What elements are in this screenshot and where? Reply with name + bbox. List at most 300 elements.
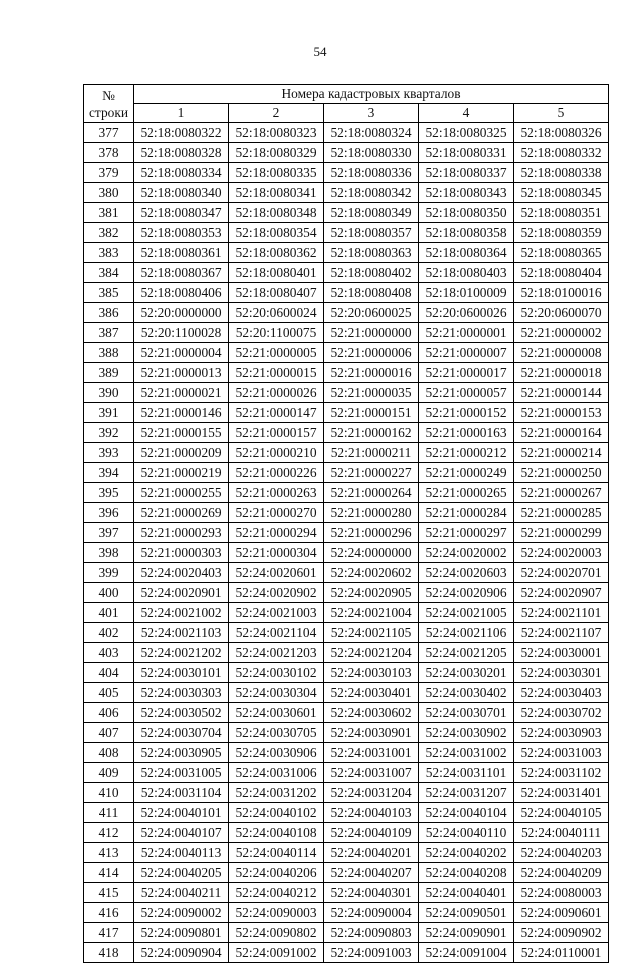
- cadastral-number-cell: 52:24:0040202: [419, 843, 514, 863]
- cadastral-number-cell: 52:20:1100075: [229, 323, 324, 343]
- cadastral-number-cell: 52:18:0080407: [229, 283, 324, 303]
- cadastral-number-cell: 52:18:0080404: [514, 263, 609, 283]
- cadastral-number-cell: 52:24:0031003: [514, 743, 609, 763]
- cadastral-number-cell: 52:21:0000264: [324, 483, 419, 503]
- cadastral-number-cell: 52:21:0000303: [134, 543, 229, 563]
- cadastral-number-cell: 52:24:0090501: [419, 903, 514, 923]
- cadastral-number-cell: 52:24:0021203: [229, 643, 324, 663]
- row-number: 401: [84, 603, 134, 623]
- table-row: [84, 363, 609, 383]
- table-row: [84, 643, 609, 663]
- row-number: 397: [84, 523, 134, 543]
- cadastral-number-cell: 52:24:0040105: [514, 803, 609, 823]
- cadastral-number-cell: 52:21:0000147: [229, 403, 324, 423]
- table-row: [84, 703, 609, 723]
- cadastral-number-cell: 52:18:0080349: [324, 203, 419, 223]
- table-row: [84, 483, 609, 503]
- cadastral-number-cell: 52:21:0000293: [134, 523, 229, 543]
- table-row: [84, 303, 609, 323]
- cadastral-number-cell: 52:24:0090904: [134, 943, 229, 963]
- cadastral-number-cell: 52:21:0000210: [229, 443, 324, 463]
- cadastral-number-cell: 52:24:0030704: [134, 723, 229, 743]
- row-number: 387: [84, 323, 134, 343]
- table-row: [84, 143, 609, 163]
- cadastral-number-cell: 52:18:0080351: [514, 203, 609, 223]
- cadastral-number-cell: 52:24:0090003: [229, 903, 324, 923]
- cadastral-number-cell: 52:24:0031102: [514, 763, 609, 783]
- cadastral-number-cell: 52:18:0100009: [419, 283, 514, 303]
- cadastral-number-cell: 52:24:0020003: [514, 543, 609, 563]
- row-number: 408: [84, 743, 134, 763]
- cadastral-number-cell: 52:21:0000226: [229, 463, 324, 483]
- cadastral-number-cell: 52:21:0000263: [229, 483, 324, 503]
- row-number: 380: [84, 183, 134, 203]
- cadastral-number-cell: 52:21:0000152: [419, 403, 514, 423]
- cadastral-number-cell: 52:20:0600026: [419, 303, 514, 323]
- cadastral-number-cell: 52:24:0040101: [134, 803, 229, 823]
- cadastral-number-cell: 52:24:0021005: [419, 603, 514, 623]
- cadastral-number-cell: 52:21:0000017: [419, 363, 514, 383]
- table-row: [84, 523, 609, 543]
- table-row: [84, 463, 609, 483]
- cadastral-number-cell: 52:21:0000297: [419, 523, 514, 543]
- row-number-header-line2: строки: [88, 104, 129, 120]
- cadastral-number-cell: 52:18:0080329: [229, 143, 324, 163]
- cadastral-number-cell: 52:21:0000001: [419, 323, 514, 343]
- cadastral-number-cell: 52:24:0030304: [229, 683, 324, 703]
- cadastral-number-cell: 52:18:0080341: [229, 183, 324, 203]
- cadastral-number-cell: 52:18:0080354: [229, 223, 324, 243]
- cadastral-number-cell: 52:24:0030906: [229, 743, 324, 763]
- cadastral-number-cell: 52:24:0020902: [229, 583, 324, 603]
- cadastral-number-cell: 52:24:0040301: [324, 883, 419, 903]
- table-row: [84, 723, 609, 743]
- cadastral-number-cell: 52:24:0040113: [134, 843, 229, 863]
- table-row: [84, 763, 609, 783]
- table-row: [84, 403, 609, 423]
- row-number: 382: [84, 223, 134, 243]
- cadastral-number-cell: 52:24:0021103: [134, 623, 229, 643]
- cadastral-number-cell: 52:24:0021107: [514, 623, 609, 643]
- row-number: 411: [84, 803, 134, 823]
- row-number: 405: [84, 683, 134, 703]
- cadastral-number-cell: 52:24:0040109: [324, 823, 419, 843]
- row-number: 412: [84, 823, 134, 843]
- row-number-header-line1: №: [102, 87, 115, 103]
- table-row: [84, 663, 609, 683]
- table-row: [84, 863, 609, 883]
- row-number: 379: [84, 163, 134, 183]
- cadastral-number-cell: 52:24:0091002: [229, 943, 324, 963]
- cadastral-number-cell: 52:18:0080363: [324, 243, 419, 263]
- cadastral-number-cell: 52:24:0021204: [324, 643, 419, 663]
- row-number: 399: [84, 563, 134, 583]
- cadastral-number-cell: 52:21:0000280: [324, 503, 419, 523]
- cadastral-number-cell: 52:24:0040205: [134, 863, 229, 883]
- cadastral-number-cell: 52:24:0031204: [324, 783, 419, 803]
- cadastral-number-cell: 52:18:0080343: [419, 183, 514, 203]
- row-number: 410: [84, 783, 134, 803]
- table-row: [84, 843, 609, 863]
- cadastral-number-cell: 52:21:0000299: [514, 523, 609, 543]
- cadastral-number-cell: 52:24:0040203: [514, 843, 609, 863]
- cadastral-number-cell: 52:18:0080403: [419, 263, 514, 283]
- table-row: [84, 263, 609, 283]
- cadastral-number-cell: 52:21:0000219: [134, 463, 229, 483]
- row-number: 393: [84, 443, 134, 463]
- cadastral-number-cell: 52:18:0080338: [514, 163, 609, 183]
- cadastral-number-cell: 52:24:0030705: [229, 723, 324, 743]
- cadastral-number-cell: 52:21:0000008: [514, 343, 609, 363]
- table-row: [84, 683, 609, 703]
- cadastral-number-cell: 52:24:0020002: [419, 543, 514, 563]
- cadastral-number-cell: 52:18:0080358: [419, 223, 514, 243]
- cadastral-number-cell: 52:18:0080326: [514, 123, 609, 143]
- cadastral-number-cell: 52:18:0080334: [134, 163, 229, 183]
- cadastral-number-cell: 52:24:0031006: [229, 763, 324, 783]
- cadastral-number-cell: 52:20:0600025: [324, 303, 419, 323]
- cadastral-number-cell: 52:24:0000000: [324, 543, 419, 563]
- cadastral-number-cell: 52:24:0030701: [419, 703, 514, 723]
- row-number: 388: [84, 343, 134, 363]
- row-number: 390: [84, 383, 134, 403]
- cadastral-number-cell: 52:18:0080362: [229, 243, 324, 263]
- cadastral-number-cell: 52:24:0040110: [419, 823, 514, 843]
- cadastral-number-cell: 52:21:0000211: [324, 443, 419, 463]
- page-number: 54: [313, 44, 327, 59]
- cadastral-number-cell: 52:21:0000155: [134, 423, 229, 443]
- cadastral-number-cell: 52:24:0031101: [419, 763, 514, 783]
- cadastral-number-cell: 52:24:0021104: [229, 623, 324, 643]
- cadastral-number-cell: 52:18:0080331: [419, 143, 514, 163]
- cadastral-number-cell: 52:18:0080325: [419, 123, 514, 143]
- cadastral-number-cell: 52:21:0000255: [134, 483, 229, 503]
- cadastral-number-cell: 52:24:0040102: [229, 803, 324, 823]
- cadastral-number-cell: 52:21:0000000: [324, 323, 419, 343]
- cadastral-number-cell: 52:24:0020603: [419, 563, 514, 583]
- row-number-header: [84, 85, 134, 123]
- cadastral-number-cell: 52:24:0031401: [514, 783, 609, 803]
- cadastral-number-cell: 52:24:0040212: [229, 883, 324, 903]
- column-number: 1: [134, 104, 229, 123]
- table-row: [84, 283, 609, 303]
- cadastral-number-cell: 52:21:0000013: [134, 363, 229, 383]
- cadastral-number-cell: 52:18:0100016: [514, 283, 609, 303]
- row-number: 398: [84, 543, 134, 563]
- row-number: 402: [84, 623, 134, 643]
- cadastral-number-cell: 52:24:0030901: [324, 723, 419, 743]
- cadastral-number-cell: 52:21:0000006: [324, 343, 419, 363]
- cadastral-number-cell: 52:18:0080367: [134, 263, 229, 283]
- cadastral-number-cell: 52:24:0110001: [514, 943, 609, 963]
- table-row: [84, 243, 609, 263]
- cadastral-number-cell: 52:21:0000151: [324, 403, 419, 423]
- row-number: 391: [84, 403, 134, 423]
- row-number: 403: [84, 643, 134, 663]
- table-row: [84, 943, 609, 963]
- row-number: 400: [84, 583, 134, 603]
- cadastral-number-cell: 52:24:0021202: [134, 643, 229, 663]
- table-row: [84, 223, 609, 243]
- cadastral-number-cell: 52:21:0000265: [419, 483, 514, 503]
- cadastral-numbers-header: Номера кадастровых кварталов: [134, 85, 609, 104]
- cadastral-number-cell: 52:18:0080406: [134, 283, 229, 303]
- cadastral-number-cell: 52:18:0080408: [324, 283, 419, 303]
- column-numbers-row: [84, 104, 609, 123]
- cadastral-number-cell: 52:24:0091003: [324, 943, 419, 963]
- cadastral-number-cell: 52:20:1100028: [134, 323, 229, 343]
- cadastral-number-cell: 52:21:0000002: [514, 323, 609, 343]
- cadastral-number-cell: 52:24:0090901: [419, 923, 514, 943]
- cadastral-number-cell: 52:18:0080350: [419, 203, 514, 223]
- cadastral-number-cell: 52:21:0000021: [134, 383, 229, 403]
- cadastral-number-cell: 52:21:0000163: [419, 423, 514, 443]
- table-body: [84, 123, 609, 963]
- table-row: [84, 383, 609, 403]
- cadastral-number-cell: 52:24:0040114: [229, 843, 324, 863]
- cadastral-number-cell: 52:24:0021205: [419, 643, 514, 663]
- row-number: 377: [84, 123, 134, 143]
- cadastral-number-cell: 52:24:0021004: [324, 603, 419, 623]
- row-number: 386: [84, 303, 134, 323]
- row-number: 389: [84, 363, 134, 383]
- column-number: 3: [324, 104, 419, 123]
- cadastral-number-cell: 52:21:0000269: [134, 503, 229, 523]
- cadastral-number-cell: 52:21:0000015: [229, 363, 324, 383]
- cadastral-number-cell: 52:24:0090004: [324, 903, 419, 923]
- cadastral-number-cell: 52:21:0000209: [134, 443, 229, 463]
- cadastral-number-cell: 52:21:0000157: [229, 423, 324, 443]
- row-number: 392: [84, 423, 134, 443]
- row-number: 394: [84, 463, 134, 483]
- cadastral-number-cell: 52:24:0030601: [229, 703, 324, 723]
- cadastral-number-cell: 52:18:0080359: [514, 223, 609, 243]
- table-row: [84, 823, 609, 843]
- table-row: [84, 803, 609, 823]
- cadastral-number-cell: 52:18:0080328: [134, 143, 229, 163]
- cadastral-number-cell: 52:18:0080336: [324, 163, 419, 183]
- cadastral-number-cell: 52:24:0030201: [419, 663, 514, 683]
- row-number: 413: [84, 843, 134, 863]
- cadastral-number-cell: 52:21:0000026: [229, 383, 324, 403]
- row-number: 407: [84, 723, 134, 743]
- cadastral-number-cell: 52:18:0080342: [324, 183, 419, 203]
- cadastral-number-cell: 52:18:0080324: [324, 123, 419, 143]
- cadastral-number-cell: 52:24:0030103: [324, 663, 419, 683]
- column-number: 5: [514, 104, 609, 123]
- cadastral-number-cell: 52:18:0080365: [514, 243, 609, 263]
- cadastral-quarters-table: [83, 84, 609, 963]
- cadastral-number-cell: 52:24:0040201: [324, 843, 419, 863]
- cadastral-number-cell: 52:24:0030401: [324, 683, 419, 703]
- cadastral-number-cell: 52:18:0080348: [229, 203, 324, 223]
- cadastral-number-cell: 52:18:0080345: [514, 183, 609, 203]
- row-number: 416: [84, 903, 134, 923]
- cadastral-number-cell: 52:24:0040208: [419, 863, 514, 883]
- cadastral-number-cell: 52:24:0030702: [514, 703, 609, 723]
- cadastral-number-cell: 52:24:0031007: [324, 763, 419, 783]
- cadastral-number-cell: 52:24:0020403: [134, 563, 229, 583]
- cadastral-number-cell: 52:24:0021105: [324, 623, 419, 643]
- table-row: [84, 783, 609, 803]
- cadastral-number-cell: 52:24:0040209: [514, 863, 609, 883]
- cadastral-number-cell: 52:21:0000016: [324, 363, 419, 383]
- cadastral-number-cell: 52:24:0030902: [419, 723, 514, 743]
- cadastral-number-cell: 52:24:0020701: [514, 563, 609, 583]
- cadastral-number-cell: 52:24:0020907: [514, 583, 609, 603]
- cadastral-number-cell: 52:21:0000285: [514, 503, 609, 523]
- table-row: [84, 583, 609, 603]
- cadastral-number-cell: 52:21:0000212: [419, 443, 514, 463]
- cadastral-number-cell: 52:24:0030102: [229, 663, 324, 683]
- row-number: 418: [84, 943, 134, 963]
- table-header-row: [84, 85, 609, 104]
- cadastral-number-cell: 52:21:0000284: [419, 503, 514, 523]
- cadastral-number-cell: 52:24:0031202: [229, 783, 324, 803]
- row-number: 414: [84, 863, 134, 883]
- cadastral-number-cell: 52:20:0600070: [514, 303, 609, 323]
- cadastral-number-cell: 52:24:0090801: [134, 923, 229, 943]
- cadastral-number-cell: 52:18:0080330: [324, 143, 419, 163]
- cadastral-number-cell: 52:24:0040211: [134, 883, 229, 903]
- cadastral-number-cell: 52:24:0030403: [514, 683, 609, 703]
- cadastral-number-cell: 52:24:0030402: [419, 683, 514, 703]
- table-row: [84, 923, 609, 943]
- cadastral-number-cell: 52:21:0000304: [229, 543, 324, 563]
- cadastral-number-cell: 52:24:0090803: [324, 923, 419, 943]
- cadastral-number-cell: 52:18:0080401: [229, 263, 324, 283]
- table-row: [84, 503, 609, 523]
- cadastral-number-cell: 52:24:0021106: [419, 623, 514, 643]
- cadastral-number-cell: 52:18:0080353: [134, 223, 229, 243]
- cadastral-number-cell: 52:24:0030905: [134, 743, 229, 763]
- cadastral-number-cell: 52:24:0020905: [324, 583, 419, 603]
- cadastral-number-cell: 52:18:0080337: [419, 163, 514, 183]
- cadastral-number-cell: 52:24:0040107: [134, 823, 229, 843]
- cadastral-number-cell: 52:21:0000146: [134, 403, 229, 423]
- cadastral-number-cell: 52:21:0000018: [514, 363, 609, 383]
- cadastral-number-cell: 52:21:0000249: [419, 463, 514, 483]
- cadastral-number-cell: 52:21:0000153: [514, 403, 609, 423]
- cadastral-number-cell: 52:24:0030301: [514, 663, 609, 683]
- cadastral-number-cell: 52:24:0030903: [514, 723, 609, 743]
- cadastral-number-cell: 52:24:0030602: [324, 703, 419, 723]
- cadastral-number-cell: 52:24:0030502: [134, 703, 229, 723]
- cadastral-number-cell: 52:24:0031002: [419, 743, 514, 763]
- cadastral-number-cell: 52:24:0021002: [134, 603, 229, 623]
- cadastral-number-cell: 52:21:0000004: [134, 343, 229, 363]
- row-number: 383: [84, 243, 134, 263]
- cadastral-number-cell: 52:24:0021101: [514, 603, 609, 623]
- cadastral-number-cell: 52:21:0000035: [324, 383, 419, 403]
- table-row: [84, 603, 609, 623]
- cadastral-number-cell: 52:24:0040103: [324, 803, 419, 823]
- cadastral-number-cell: 52:21:0000270: [229, 503, 324, 523]
- row-number: 396: [84, 503, 134, 523]
- row-number: 378: [84, 143, 134, 163]
- cadastral-number-cell: 52:24:0030303: [134, 683, 229, 703]
- cadastral-number-cell: 52:18:0080322: [134, 123, 229, 143]
- table-row: [84, 563, 609, 583]
- cadastral-number-cell: 52:24:0040207: [324, 863, 419, 883]
- cadastral-number-cell: 52:21:0000267: [514, 483, 609, 503]
- row-number: 406: [84, 703, 134, 723]
- cadastral-number-cell: 52:21:0000214: [514, 443, 609, 463]
- row-number: 404: [84, 663, 134, 683]
- cadastral-number-cell: 52:21:0000057: [419, 383, 514, 403]
- cadastral-number-cell: 52:24:0090601: [514, 903, 609, 923]
- cadastral-number-cell: 52:24:0030001: [514, 643, 609, 663]
- cadastral-number-cell: 52:24:0031104: [134, 783, 229, 803]
- table-row: [84, 183, 609, 203]
- table-row: [84, 743, 609, 763]
- row-number: 384: [84, 263, 134, 283]
- cadastral-number-cell: 52:24:0031207: [419, 783, 514, 803]
- cadastral-number-cell: 52:21:0000164: [514, 423, 609, 443]
- cadastral-number-cell: 52:20:0000000: [134, 303, 229, 323]
- cadastral-number-cell: 52:21:0000005: [229, 343, 324, 363]
- cadastral-number-cell: 52:18:0080361: [134, 243, 229, 263]
- table-row: [84, 323, 609, 343]
- cadastral-number-cell: 52:24:0040104: [419, 803, 514, 823]
- row-number: 395: [84, 483, 134, 503]
- cadastral-number-cell: 52:24:0080003: [514, 883, 609, 903]
- cadastral-number-cell: 52:21:0000296: [324, 523, 419, 543]
- cadastral-number-cell: 52:18:0080332: [514, 143, 609, 163]
- column-number: 2: [229, 104, 324, 123]
- cadastral-number-cell: 52:24:0040401: [419, 883, 514, 903]
- table-row: [84, 443, 609, 463]
- row-number: 385: [84, 283, 134, 303]
- column-number: 4: [419, 104, 514, 123]
- cadastral-number-cell: 52:24:0090002: [134, 903, 229, 923]
- cadastral-number-cell: 52:18:0080364: [419, 243, 514, 263]
- cadastral-number-cell: 52:24:0040111: [514, 823, 609, 843]
- cadastral-number-cell: 52:24:0031005: [134, 763, 229, 783]
- row-number: 381: [84, 203, 134, 223]
- cadastral-number-cell: 52:24:0040206: [229, 863, 324, 883]
- cadastral-number-cell: 52:24:0020906: [419, 583, 514, 603]
- table-row: [84, 623, 609, 643]
- row-number: 417: [84, 923, 134, 943]
- table-row: [84, 423, 609, 443]
- cadastral-number-cell: 52:21:0000227: [324, 463, 419, 483]
- cadastral-number-cell: 52:24:0020602: [324, 563, 419, 583]
- cadastral-number-cell: 52:24:0090902: [514, 923, 609, 943]
- table-row: [84, 203, 609, 223]
- cadastral-number-cell: 52:24:0020901: [134, 583, 229, 603]
- cadastral-number-cell: 52:24:0031001: [324, 743, 419, 763]
- cadastral-number-cell: 52:24:0021003: [229, 603, 324, 623]
- cadastral-number-cell: 52:18:0080402: [324, 263, 419, 283]
- cadastral-number-cell: 52:24:0040108: [229, 823, 324, 843]
- cadastral-number-cell: 52:24:0090802: [229, 923, 324, 943]
- cadastral-number-cell: 52:21:0000007: [419, 343, 514, 363]
- cadastral-number-cell: 52:18:0080357: [324, 223, 419, 243]
- table-row: [84, 123, 609, 143]
- table-row: [84, 343, 609, 363]
- cadastral-number-cell: 52:18:0080347: [134, 203, 229, 223]
- cadastral-number-cell: 52:24:0091004: [419, 943, 514, 963]
- cadastral-number-cell: 52:18:0080340: [134, 183, 229, 203]
- cadastral-number-cell: 52:18:0080323: [229, 123, 324, 143]
- table-row: [84, 163, 609, 183]
- cadastral-number-cell: 52:18:0080335: [229, 163, 324, 183]
- table-row: [84, 543, 609, 563]
- cadastral-number-cell: 52:21:0000162: [324, 423, 419, 443]
- cadastral-number-cell: 52:20:0600024: [229, 303, 324, 323]
- row-number: 409: [84, 763, 134, 783]
